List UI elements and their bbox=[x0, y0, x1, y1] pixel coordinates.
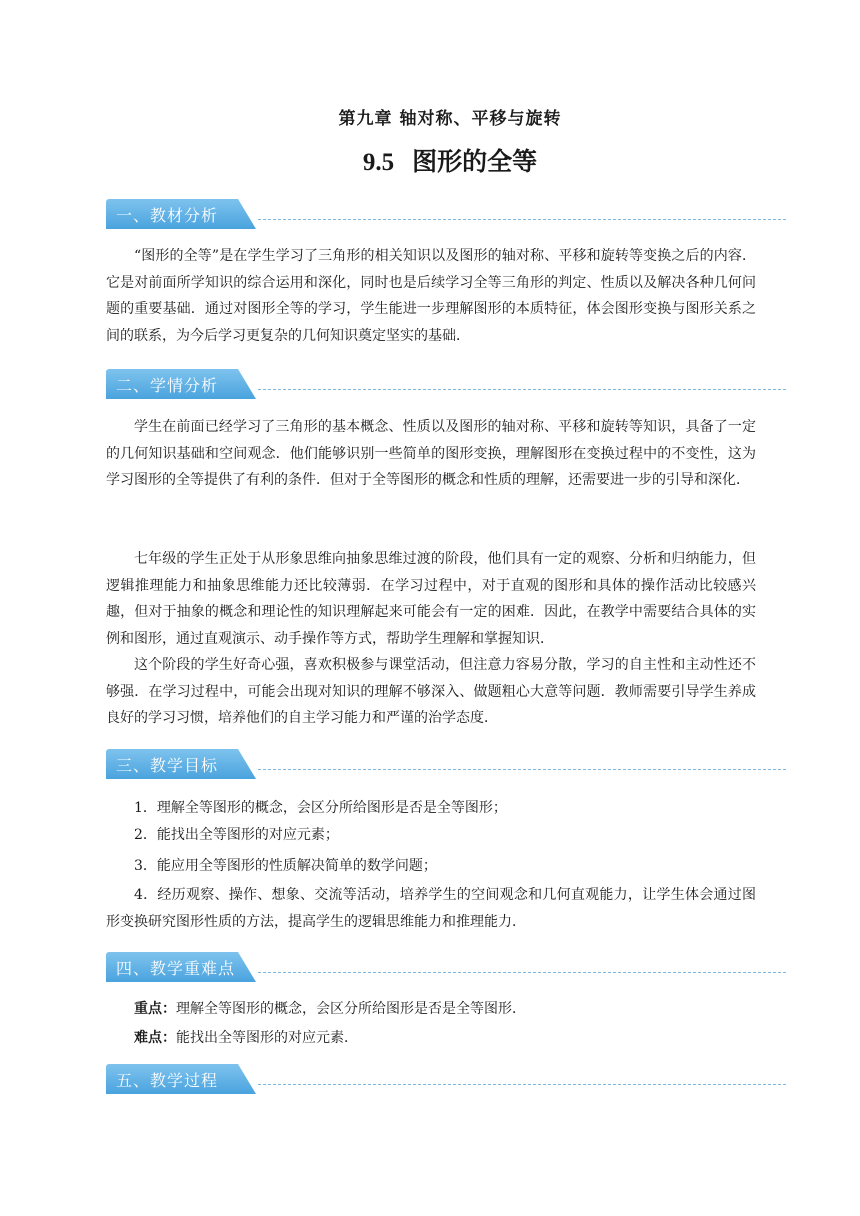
chapter-title: 第九章 轴对称、平移与旋转 bbox=[338, 109, 562, 129]
paragraph: 这个阶段的学生好奇心强，喜欢积极参与课堂活动，但注意力容易分散，学习的自主性和主动性还不够强．在学习过程中，可能会出现对知识的理解不够深入、做题粗心大意等问题．教师需要引导学生养成良好的学习习惯，培养他们的自主学习能力和严谨的治学态度． bbox=[106, 657, 756, 726]
dashed-divider bbox=[258, 389, 786, 390]
paragraph: “图形的全等”是在学生学习了三角形的相关知识以及图形的轴对称、平移和旋转等变换之后的内容．它是对前面所学知识的综合运用和深化，同时也是后续学习全等三角形的判定、性质以及解决各种几何问题的重要基础．通过对图形全等的学习，学生能进一步理解图形的本质特征，体会图形变换与图形关系之间的联系，为今后学习更复杂的几何知识奠定坚实的基础． bbox=[106, 248, 756, 344]
section-title: 四、教学重难点 bbox=[116, 959, 236, 978]
difficult-point-label: 难点： bbox=[134, 1030, 176, 1046]
paragraph: 七年级的学生正处于从形象思维向抽象思维过渡的阶段，他们具有一定的观察、分析和归纳能力，但逻辑推理能力和抽象思维能力还比较薄弱．在学习过程中，对于直观的图形和具体的操作活动比较感兴趣，但对于抽象的概念和理论性的知识理解起来可能会有一定的困难．因此，在教学中需要结合具体的实例和图形，通过直观演示、动手操作等方式，帮助学生理解和掌握知识． bbox=[106, 551, 756, 647]
goal-item: 1．理解全等图形的概念，会区分所给图形是否是全等图形； bbox=[134, 800, 507, 816]
lesson-title bbox=[0, 142, 860, 178]
section-header-key-difficult-points bbox=[106, 952, 786, 982]
section-title: 三、教学目标 bbox=[116, 756, 219, 775]
goal-item: 4．经历观察、操作、想象、交流等活动，培养学生的空间观念和几何直观能力，让学生体会通过图形变换研究图形性质的方法，提高学生的逻辑思维能力和推理能力． bbox=[106, 887, 756, 930]
section-header-textbook-analysis bbox=[106, 199, 786, 229]
dashed-divider bbox=[258, 972, 786, 973]
lesson-number: 9.5 bbox=[362, 149, 395, 176]
dashed-divider bbox=[258, 1084, 786, 1085]
section-header-student-analysis bbox=[106, 369, 786, 399]
paragraph: 学生在前面已经学习了三角形的基本概念、性质以及图形的轴对称、平移和旋转等知识，具备了一定的几何知识基础和空间观念．他们能够识别一些简单的图形变换，理解图形在变换过程中的不变性，这为学习图形的全等提供了有利的条件．但对于全等图形的概念和性质的理解，还需要进一步的引导和深化． bbox=[106, 419, 756, 488]
goal-item: 2．能找出全等图形的对应元素； bbox=[134, 827, 339, 843]
lesson-name: 图形的全等 bbox=[412, 147, 538, 176]
difficult-point-text: 能找出全等图形的对应元素． bbox=[176, 1030, 358, 1046]
section-header-teaching-goals bbox=[106, 749, 786, 779]
section-title: 一、教材分析 bbox=[116, 206, 219, 225]
goal-item: 3．能应用全等图形的性质解决简单的数学问题； bbox=[134, 858, 437, 874]
key-point-text: 理解全等图形的概念，会区分所给图形是否是全等图形． bbox=[176, 1001, 526, 1017]
section-title: 二、学情分析 bbox=[116, 376, 219, 395]
difficult-point bbox=[106, 1025, 756, 1052]
section-title: 五、教学过程 bbox=[116, 1071, 219, 1090]
dashed-divider bbox=[258, 219, 786, 220]
dashed-divider bbox=[258, 769, 786, 770]
section-header-teaching-process bbox=[106, 1064, 786, 1094]
key-point-label: 重点： bbox=[134, 1001, 176, 1017]
key-point bbox=[106, 996, 756, 1023]
